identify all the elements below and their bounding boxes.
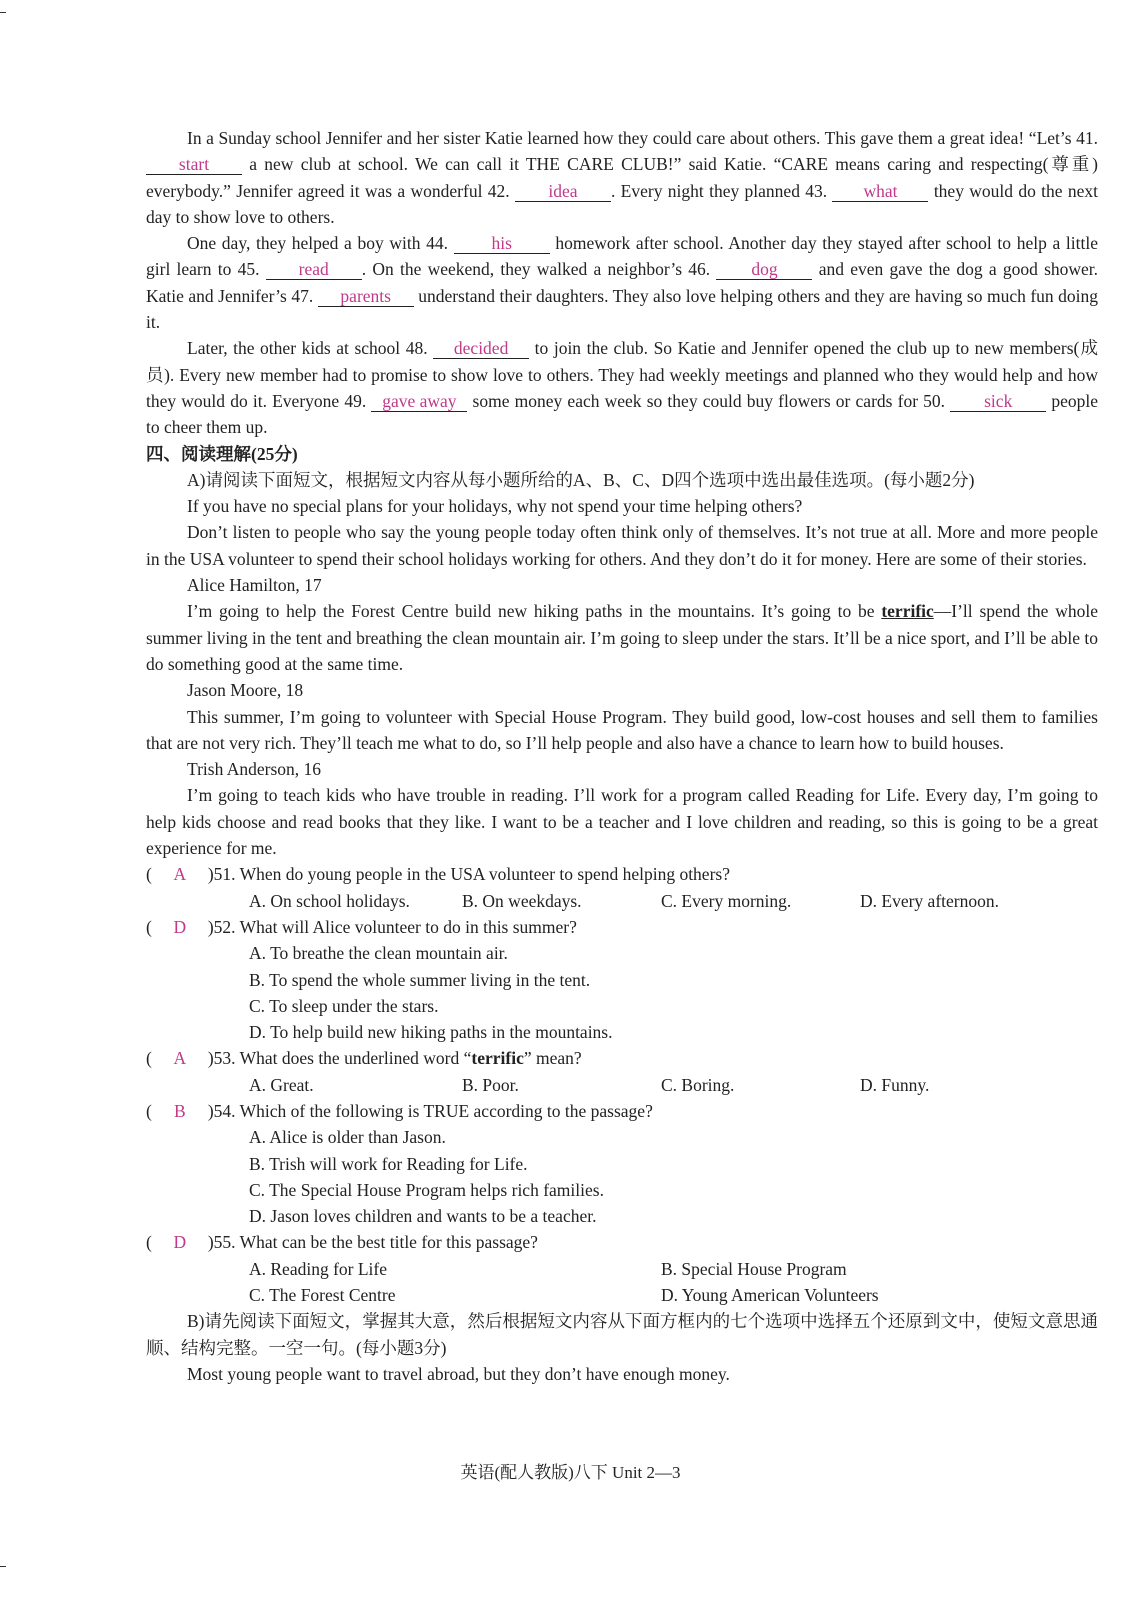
crop-mark-top — [0, 12, 6, 13]
reading-paragraph1: If you have no special plans for your holidays, why not spend your time helping others? — [187, 496, 803, 517]
trish-name: Trish Anderson, 16 — [187, 759, 322, 780]
blank-45: read — [266, 259, 362, 280]
underlined-word-terrific: terrific — [881, 601, 934, 622]
question-55-options-row2: C. The Forest Centre D. Young American Volunteers — [249, 1285, 879, 1306]
question-51: ( A )51. When do young people in the USA volunteer to spend helping others? — [146, 861, 1098, 887]
question-52-option-d: D. To help build new hiking paths in the mountains. — [249, 1022, 613, 1043]
blank-48: decided — [433, 338, 529, 359]
blank-49: gave away — [371, 391, 467, 412]
crop-mark-bottom — [0, 1566, 6, 1567]
blank-47: parents — [318, 286, 414, 307]
answer-51: A — [173, 864, 187, 885]
blank-50: sick — [950, 391, 1046, 412]
question-54-option-c: C. The Special House Program helps rich families. — [249, 1179, 604, 1200]
partB-paragraph1: Most young people want to travel abroad, but they don’t have enough money. — [187, 1363, 730, 1384]
reading-paragraph2: Don’t listen to people who say the young people today often think only of themselves. It’s not true at all. More and more people in the USA volunteer to spend their school holidays working for others. And they don’t do it for money. Here are some of their stories. — [146, 522, 1098, 569]
question-54: ( B )54. Which of the following is TRUE according to the passage? — [146, 1098, 1098, 1124]
question-53: ( A )53. What does the underlined word “terrific” mean? — [146, 1045, 1098, 1071]
answer-53: A — [173, 1048, 187, 1069]
question-54-option-a: A. Alice is older than Jason. — [249, 1127, 446, 1148]
trish-story: I’m going to teach kids who have trouble in reading. I’ll work for a program called Reading for Life. Every day, I’m going to help kids choose and read books that they like. I want to be a teacher and I love children and reading, so this is going to be a great experience for me. — [146, 785, 1098, 859]
blank-43: what — [832, 181, 928, 202]
question-54-option-d: D. Jason loves children and wants to be a teacher. — [249, 1206, 597, 1227]
passage1-paragraph2: One day, they helped a boy with 44. his homework after school. Another day they stayed after school to help a little girl learn to 45. read . On the weekend, they walked a neighbor’s 46. dog and even gave the dog a good shower. Katie and Jennifer’s 47. parents understand their daughters. They also love helping others and they are having so much fun doing it. — [146, 233, 1099, 333]
answer-52: D — [173, 916, 187, 937]
question-54-option-b: B. Trish will work for Reading for Life. — [249, 1153, 528, 1174]
question-51-options: A. On school holidays. B. On weekdays. C. Every morning. D. Every afternoon. — [249, 890, 999, 911]
question-52-option-a: A. To breathe the clean mountain air. — [249, 943, 508, 964]
blank-44: his — [454, 233, 550, 254]
blank-46: dog — [716, 259, 812, 280]
jason-name: Jason Moore, 18 — [187, 680, 304, 701]
passage1-paragraph1: In a Sunday school Jennifer and her sister Katie learned how they could care about others. This gave them a great idea! “Let’s 41. start a new club at school. We can call it THE CARE CLUB!” said Katie. “CARE means caring and respecting(尊重) everybody.” Jennifer agreed it was a wonderful 42. idea . Every night they planned 43. what they would do the next day to show love to others. — [146, 128, 1099, 227]
content — [146, 125, 1098, 1387]
jason-story: This summer, I’m going to volunteer with Special House Program. They build good, low-cost houses and sell them to families that are not very rich. They’ll teach me what to do, so I’ll help people and also have a chance to learn how to build houses. — [146, 706, 1098, 753]
page-footer: 英语(配人教版)八下 Unit 2—3 — [460, 1463, 681, 1482]
question-52-option-b: B. To spend the whole summer living in the tent. — [249, 969, 591, 990]
alice-name: Alice Hamilton, 17 — [187, 575, 322, 596]
answer-55: D — [173, 1232, 187, 1253]
answer-54: B — [173, 1100, 186, 1121]
question-52-option-c: C. To sleep under the stars. — [249, 995, 439, 1016]
question-55-options-row1: A. Reading for Life B. Special House Program — [249, 1258, 847, 1279]
blank-42: idea — [515, 181, 611, 202]
question-55: ( D )55. What can be the best title for this passage? — [146, 1229, 1098, 1255]
passage1-paragraph3: Later, the other kids at school 48. decided to join the club. So Katie and Jennifer opened the club up to new members(成员). Every new member had to promise to show love to others. They had weekly meetings and planned who they would help and how they would do it. Everyone 49. gave away some money each week so they could buy flowers or cards for 50. sick people to cheer them up. — [146, 338, 1099, 438]
partB-instructions: B)请先阅读下面短文，掌握其大意，然后根据短文内容从下面方框内的七个选项中选择五个还原到文中，使短文意思通顺、结构完整。一空一句。(每小题3分) — [146, 1311, 1098, 1358]
alice-story: I’m going to help the Forest Centre build new hiking paths in the mountains. It’s going to be terrific—I’ll spend the whole summer living in the tent and breathing the clean mountain air. I’m going to sleep under the stars. It’ll be a nice sport, and I’ll be able to do something good at the same time. — [146, 601, 1099, 674]
question-52: ( D )52. What will Alice volunteer to do in this summer? — [146, 914, 1098, 940]
question-53-options: A. Great. B. Poor. C. Boring. D. Funny. — [249, 1074, 930, 1095]
partA-instructions: A)请阅读下面短文，根据短文内容从每小题所给的A、B、C、D四个选项中选出最佳选项。(每小题2分) — [187, 469, 975, 490]
section4-heading: 四、阅读理解(25分) — [146, 443, 298, 464]
blank-41: start — [146, 154, 242, 175]
